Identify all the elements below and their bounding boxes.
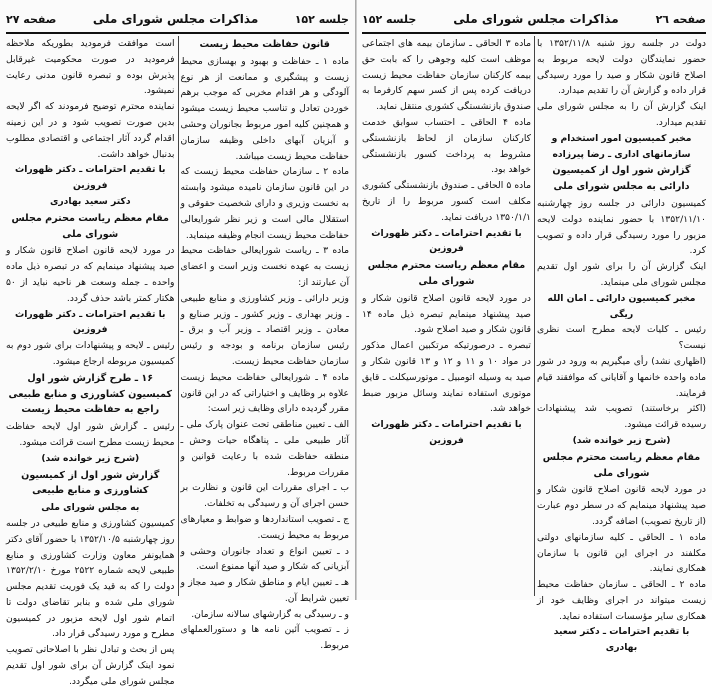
paragraph: رئیس ـ کلیات لایحه مطرح است نظری نیست؟ bbox=[537, 324, 706, 352]
paragraph: تبصره ـ درصورتیکه مرتکبین اعمال مذکور در مواد ۱۰ و ۱۱ و ۱۲ و ۱۳ قانون شکار و صید به وسیله اتومبیل ـ موتورسیکلت ـ قایق موتوری استفاده نمایند وسائل مزبور ضبط خواهد شد. bbox=[362, 340, 532, 415]
paragraph: ب ـ اجرای مقررات این قانون و نظارت بر حسن اجرای آن و رسیدگی به تخلفات. bbox=[180, 482, 349, 510]
address-line: مقام معظم ریاست محترم مجلس شورای ملی bbox=[367, 260, 526, 287]
left-page bbox=[0, 0, 356, 687]
paragraph: اینک گزارش آن را به مجلس شورای ملی تقدیم میدارد. bbox=[537, 101, 706, 128]
paragraph: ماده ۳ الحاقی ـ سازمان بیمه های اجتماعی موظف است کلیه وجوهی را که بابت حق بیمه کارکنان سازمان حفاظت محیط زیست دریافت کرده پس از کسر سهم کارفرما به صندوق بازنشستگی کشوری منتقل نماید. bbox=[362, 38, 532, 113]
paragraph: (شرح زیر خوانده شد) bbox=[572, 434, 671, 446]
right-page-number: صفحه ٢٦ bbox=[655, 12, 706, 26]
signature-line: با تقدیم احترامات ـ دکتر ظهوراث فروزین bbox=[15, 164, 166, 192]
right-page-session-label: جلسه ۱۵۲ bbox=[362, 12, 417, 26]
paragraph: هـ ـ تعیین ایام و مناطق شکار و صید مجاز و تعیین شرایط آن. bbox=[180, 577, 349, 604]
paragraph: د ـ تعیین انواع و تعداد جانوران وحشی و آبزیانی که شکار و صید آنها ممنوع است. bbox=[180, 545, 349, 573]
paragraph: ماده ۱ ـ حفاظت و بهبود و بهسازی محیط زیست و پیشگیری و ممانعت از هر نوع آلودگی و هر اقدام مخربی که موجب برهم خوردن تعادل و تناسب محیط زیست میشود و همچنین کلیه امور مربوط بجانوران وحشی و آبزیان آبهای داخلی وظیفه سازمان حفاظت محیط زیست میباشد. bbox=[180, 55, 349, 162]
paragraph: در مورد لایحه قانون اصلاح قانون شکار و صید پیشنهاد مینمایم که در تبصره ذیل ماده واحده ـ جمله وسعت هر ناحیه نباید از ۵۰ هکتار کمتر باشد حذف گردد. bbox=[6, 245, 175, 304]
paragraph: (اظهاری نشد) رأی میگیریم به ورود در شور ماده واحده خانمها و آقایانی که موافقند قیام فرمایند. bbox=[537, 355, 706, 399]
paragraph: قانون حفاظت محیط زیست bbox=[199, 39, 330, 50]
paragraph: ماده ۵ الحاقی ـ صندوق بازنشستگی کشوری مکلف است کسور مربوط را از تاریخ ۱۳۵۰/۱/۱ دریافت نماید. bbox=[362, 180, 531, 223]
report-heading: گزارش شور اول از کمیسیون دارائی به مجلس شورای ملی bbox=[552, 165, 691, 193]
address-line: مقام معظم ریاست محترم مجلس شورای ملی bbox=[542, 451, 701, 479]
paragraph: نماینده محترم توضیح فرمودند که اگر لایحه بدین صورت تصویب شود و در این زمینه اقدام گردد آثار اجتماعی و اقتصادی مطلوب بدنبال خواهد داشت. bbox=[6, 101, 175, 160]
left-page-session-label: جلسه ۱۵۲ bbox=[294, 12, 349, 26]
signature-line: مخبر کمیسیون دارائی ـ امان الله ریگی bbox=[547, 292, 696, 320]
section-heading: ۱۶ ـ طرح گزارش شور اول کمیسیون کشاورزی و منابع طبیعی راجع به حفاظت محیط زیست bbox=[8, 372, 172, 416]
right-page bbox=[356, 0, 712, 654]
paragraph: دولت در جلسه روز شنبه ۱۳۵۲/۱۱/۸ با حضور نمایندگان دولت لایحه مربوط به اصلاح قانون شکار و صید را مورد رسیدگی قرار داده و گزارش آن را تقدیم میدارد. bbox=[537, 38, 706, 97]
paragraph: اینک گزارش آن را برای شور اول تقدیم مجلس شورای ملی مینماید. bbox=[537, 261, 706, 288]
paragraph: در مورد لایحه قانون اصلاح قانون شکار و صید پیشنهاد مینمایم تبصره ذیل ماده ۱۴ قانون شکار و صید اصلاح شود. bbox=[362, 292, 531, 336]
paragraph: رئیس ـ لایحه و پیشنهادات برای شور دوم به کمیسیون مربوطه ارجاع میشود. bbox=[6, 340, 175, 367]
paragraph: الف ـ تعیین مناطقی تحت عنوان پارک ملی ـ آثار طبیعی ملی ـ پناهگاه حیات وحش ـ منطقه حفاظت شده با رعایت قوانین و مقررات مربوط. bbox=[180, 419, 349, 478]
right-page-left-column bbox=[362, 36, 531, 596]
left-page-columns bbox=[6, 36, 349, 687]
paragraph: در مورد لایحه قانون اصلاح قانون شکار و صید پیشنهاد مینمایم که در سطر دوم عبارت (از تاریخ تصویب) اضافه گردد. bbox=[537, 484, 706, 527]
paragraph: پس از بحث و تبادل نظر با اصلاحاتی تصویب نمود اینک گزارش آن برای شور اول تقدیم مجلس شورای ملی میگردد. bbox=[6, 644, 175, 687]
left-page-number: صفحه ٢٧ bbox=[6, 12, 57, 26]
paragraph: ماده ۲ ـ الحاقی ـ سازمان حفاظت محیط زیست میتواند در اجرای وظایف خود از همکاری سایر مؤسسات استفاده نماید. bbox=[537, 579, 707, 622]
paragraph: ماده ۳ ـ ریاست شورایعالی حفاظت محیط زیست به عهده نخست وزیر است و اعضای آن عبارتند از: bbox=[180, 245, 349, 288]
right-page-columns bbox=[362, 36, 707, 654]
report-recipient: به مجلس شورای ملی bbox=[41, 502, 140, 514]
signature-line: دکتر سعید بهادری bbox=[49, 195, 131, 207]
paragraph: ماده ۴ ـ شورایعالی حفاظت محیط زیست علاوه بر وظایف و اختیاراتی که در این قانون مقرر گردیده دارای وظایف زیر است: bbox=[180, 371, 349, 415]
signature-line: مخبر کمیسیون امور استخدام و سازمانهای اداری ـ رضا پیرزاده bbox=[551, 132, 692, 160]
book-spine bbox=[355, 0, 357, 600]
paragraph: وزیر دارائی ـ وزیر کشاورزی و منابع طبیعی ـ وزیر بهداری ـ وزیر کشور ـ وزیر صنایع و معادن ـ وزیر اقتصاد ـ وزیر آب و برق ـ رئیس سازمان برنامه و بودجه و رئیس سازمان حفاظت محیط زیست. bbox=[180, 292, 349, 367]
right-page-header bbox=[362, 6, 706, 34]
paragraph: کمیسیون دارائی در جلسه روز چهارشنبه ۱۳۵۲/۱۱/۱۰ با حضور نماینده دولت لایحه مزبور را مورد رسیدگی قرار داده و تصویب کرد. bbox=[537, 197, 706, 257]
signature-line: با تقدیم احترامات ـ دکتر ظهوراث فروزین bbox=[15, 308, 166, 336]
right-page-right-column bbox=[537, 36, 707, 654]
signature-line: با تقدیم احترامات ـ دکتر ظهوراث فروزین bbox=[371, 227, 522, 255]
paragraph: کمیسیون کشاورزی و منابع طبیعی در جلسه روز چهارشنبه ۱۳۵۲/۱۰/۵ با حضور آقای دکتر همایونفر معاون وزارت کشاورزی و منابع طبیعی لایحه شماره ۲۵۲۲ مورخ ۱۳۵۲/۲/۱۰ دولت را که به قید یک فوریت تقدیم مجلس شورای ملی شده و بنابر تقاضای دولت تا اتمام شور اول لایحه مزبور در کمیسیون مطرح و مورد رسیدگی قرار داد. bbox=[6, 517, 175, 640]
paragraph: ماده ۴ الحاقی ـ احتساب سوابق خدمت کارکنان سازمان از لحاظ بازنشستگی مشروط به پرداخت کسور بازنشستگی خواهد بود. bbox=[362, 116, 531, 176]
left-page-header-title: مذاکرات مجلس شورای ملی bbox=[92, 12, 259, 26]
paragraph: ماده ۱ ـ الحاقی ـ کلیه سازمانهای دولتی مکلفند در اجرای این قانون با سازمان همکاری نمایند. bbox=[537, 531, 706, 575]
paragraph: رئیس ـ گزارش شور اول لایحه حفاظت محیط زیست مطرح است قرائت میشود. bbox=[6, 421, 175, 448]
signature-line: با تقدیم احترامات ـ دکتر سعید بهادری bbox=[553, 626, 690, 654]
signature-line: با تقدیم احترامات ـ دکتر ظهوراث فروزین bbox=[371, 419, 522, 446]
paragraph: و ـ رسیدگی به گزارشهای سالانه سازمان. bbox=[191, 608, 349, 620]
left-page-right-column bbox=[180, 36, 350, 652]
paragraph: (اکثر برخاستند) تصویب شد پیشنهادات رسیده قرائت میشود. bbox=[537, 403, 706, 431]
paragraph: ج ـ تصویب استانداردها و ضوابط و معیارهای مربوط به محیط زیست. bbox=[180, 513, 349, 541]
left-page-header bbox=[6, 6, 349, 34]
address-line: مقام معظم ریاست محترم مجلس شورای ملی bbox=[11, 212, 169, 240]
paragraph: ماده ۲ ـ سازمان حفاظت محیط زیست که در این قانون سازمان نامیده میشود وابسته به نخست وزیری و دارای شخصیت حقوقی و استقلال مالی است و زیر نظر شورایعالی حفاظت محیط زیست انجام وظیفه مینماید. bbox=[180, 166, 349, 241]
left-page-left-column bbox=[6, 36, 175, 687]
report-heading: گزارش شور اول از کمیسیون کشاورزی و منابع طبیعی bbox=[21, 469, 160, 497]
right-page-header-title: مذاکرات مجلس شورای ملی bbox=[453, 12, 619, 26]
paragraph: است موافقت فرمودید بطوریکه ملاحظه فرمودید در صورت محکومیت غیرقابل پذیرش بوده و تبصره قانون مدنی رعایت نمیشود. bbox=[6, 38, 175, 97]
paragraph: (شرح زیر خوانده شد) bbox=[41, 452, 140, 464]
paragraph: ز ـ تصویب آئین نامه ها و دستورالعملهای مربوط. bbox=[180, 624, 349, 652]
